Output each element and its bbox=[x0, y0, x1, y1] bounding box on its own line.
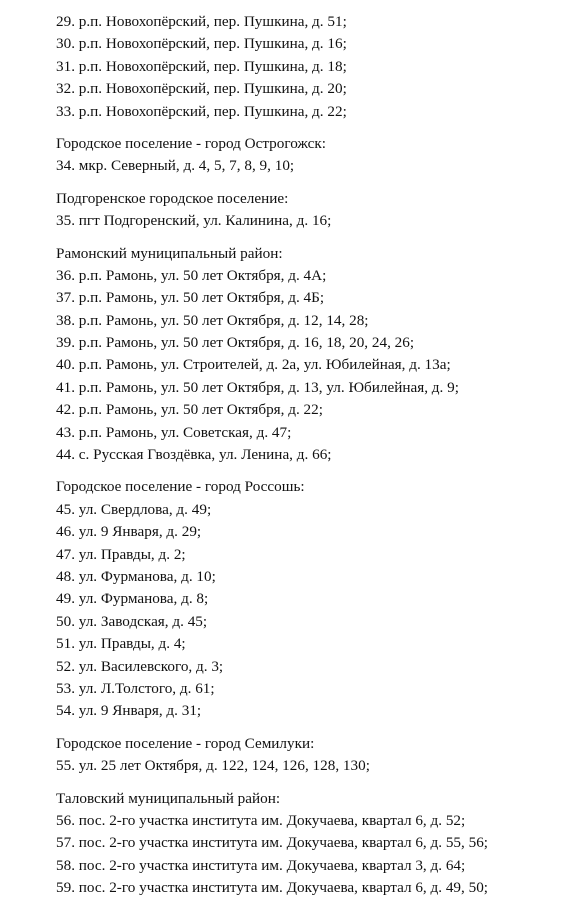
address-list-item: 38. р.п. Рамонь, ул. 50 лет Октября, д. 12, 14, 28; bbox=[56, 311, 369, 329]
address-list-item: 58. пос. 2-го участка института им. Докучаева, квартал 3, д. 64; bbox=[56, 856, 466, 874]
section-heading: Городское поселение - город Семилуки: bbox=[56, 734, 315, 752]
address-list-item: 49. ул. Фурманова, д. 8; bbox=[56, 590, 209, 608]
section-heading: Таловский муниципальный район: bbox=[56, 789, 281, 807]
address-list-item: 48. ул. Фурманова, д. 10; bbox=[56, 567, 216, 585]
address-section bbox=[56, 788, 566, 900]
address-list-item: 41. р.п. Рамонь, ул. 50 лет Октября, д. 13, ул. Юбилейная, д. 9; bbox=[56, 378, 459, 396]
address-list-item: 34. мкр. Северный, д. 4, 5, 7, 8, 9, 10; bbox=[56, 157, 295, 175]
address-section bbox=[56, 133, 566, 178]
address-list-item: 46. ул. 9 Января, д. 29; bbox=[56, 523, 202, 541]
address-section bbox=[56, 188, 566, 233]
address-list-item: 59. пос. 2-го участка института им. Докучаева, квартал 6, д. 49, 50; bbox=[56, 879, 489, 897]
address-list-item: 36. р.п. Рамонь, ул. 50 лет Октября, д. 4А; bbox=[56, 266, 327, 284]
address-list-item: 30. р.п. Новохопёрский, пер. Пушкина, д. 16; bbox=[56, 35, 347, 53]
section-heading: Городское поселение - город Россошь: bbox=[56, 478, 305, 496]
address-list-item: 45. ул. Свердлова, д. 49; bbox=[56, 500, 212, 518]
address-list-item: 43. р.п. Рамонь, ул. Советская, д. 47; bbox=[56, 423, 292, 441]
address-list-item: 29. р.п. Новохопёрский, пер. Пушкина, д. 51; bbox=[56, 13, 347, 30]
address-list-item: 51. ул. Правды, д. 4; bbox=[56, 635, 186, 653]
address-list-item: 35. пгт Подгоренский, ул. Калинина, д. 16; bbox=[56, 212, 332, 230]
address-list-item: 33. р.п. Новохопёрский, пер. Пушкина, д. 22; bbox=[56, 102, 347, 120]
address-section bbox=[56, 476, 566, 722]
address-list-item: 54. ул. 9 Января, д. 31; bbox=[56, 702, 202, 720]
address-list-item: 57. пос. 2-го участка института им. Докучаева, квартал 6, д. 55, 56; bbox=[56, 834, 489, 852]
document-body bbox=[56, 11, 566, 909]
address-list-item: 55. ул. 25 лет Октября, д. 122, 124, 126, 128, 130; bbox=[56, 757, 370, 775]
address-list-item: 50. ул. Заводская, д. 45; bbox=[56, 612, 208, 630]
address-list-item: 32. р.п. Новохопёрский, пер. Пушкина, д. 20; bbox=[56, 80, 347, 98]
address-list-item: 44. с. Русская Гвоздёвка, ул. Ленина, д. 66; bbox=[56, 446, 332, 464]
address-list-item: 37. р.п. Рамонь, ул. 50 лет Октября, д. 4Б; bbox=[56, 289, 325, 307]
address-list-item: 56. пос. 2-го участка института им. Докучаева, квартал 6, д. 52; bbox=[56, 811, 466, 829]
address-list-item: 53. ул. Л.Толстого, д. 61; bbox=[56, 679, 215, 697]
address-list-item: 47. ул. Правды, д. 2; bbox=[56, 545, 186, 563]
section-heading: Подгоренское городское поселение: bbox=[56, 189, 289, 207]
section-heading: Городское поселение - город Острогожск: bbox=[56, 134, 326, 152]
address-list-item: 31. р.п. Новохопёрский, пер. Пушкина, д. 18; bbox=[56, 57, 347, 75]
address-list-item: 39. р.п. Рамонь, ул. 50 лет Октября, д. 16, 18, 20, 24, 26; bbox=[56, 334, 415, 352]
address-list-item: 40. р.п. Рамонь, ул. Строителей, д. 2а, ул. Юбилейная, д. 13а; bbox=[56, 356, 451, 374]
address-list-item: 42. р.п. Рамонь, ул. 50 лет Октября, д. 22; bbox=[56, 401, 323, 419]
section-heading: Рамонский муниципальный район: bbox=[56, 244, 283, 262]
address-section bbox=[56, 243, 566, 467]
address-section bbox=[56, 11, 566, 123]
address-list-item: 52. ул. Василевского, д. 3; bbox=[56, 657, 224, 675]
address-section bbox=[56, 733, 566, 778]
